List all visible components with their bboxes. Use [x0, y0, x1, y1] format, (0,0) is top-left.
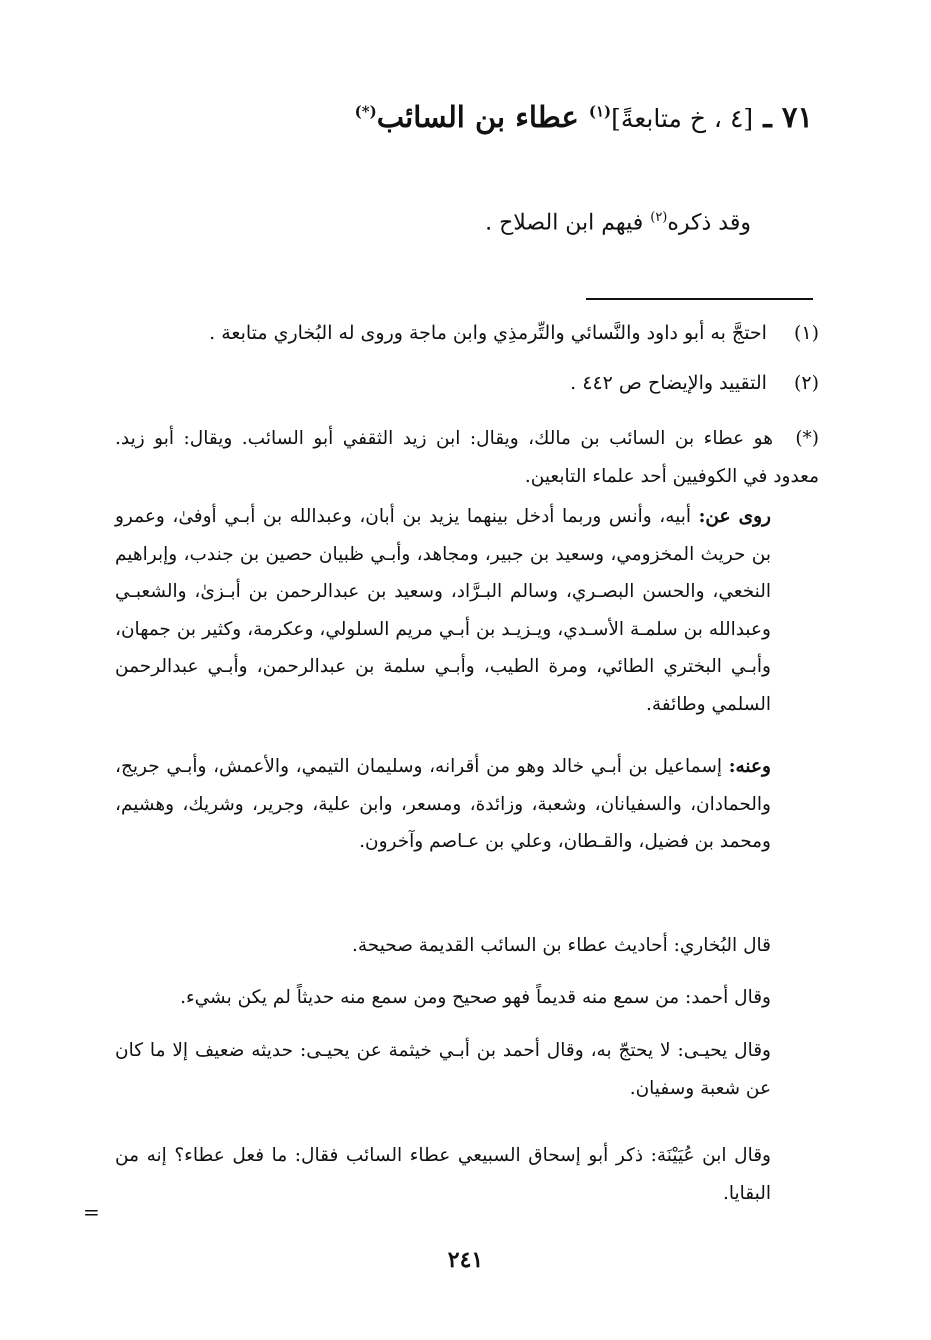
narrated-from-label: روى عن:: [698, 506, 771, 527]
page-number: ٢٤١: [447, 1247, 484, 1273]
codes-note-ref: (١): [588, 102, 612, 121]
intro-note-ref: (٢): [650, 210, 668, 225]
margin-mark: =: [83, 1200, 100, 1224]
footnote-number: (١): [793, 322, 819, 344]
footnote-1: [119, 322, 819, 344]
quote-ibn-uyaynah: وقال ابن عُيَيْنَة: ذكر أبو إسحاق السبيعي عطاء السائب فقال: ما فعل عطاء؟ إنه من البقايا.: [115, 1145, 771, 1204]
biography-intro-text: هو عطاء بن السائب بن مالك، ويقال: ابن زيد الثقفي أبو السائب. ويقال: أبو زيد. معدود في الكوفيين أحد علماء التابعين.: [115, 428, 819, 487]
intro-line: [151, 210, 751, 235]
entry-codes: [٤ ، خ متابعةً]: [611, 104, 754, 133]
footnote-text: احتجَّ به أبو داود والنَّسائي والتِّرمذِي وابن ماجة وروى له البُخاري متابعة .: [209, 322, 767, 344]
intro-text-after: فيهم ابن الصلاح .: [485, 210, 644, 236]
footnote-number: (٢): [793, 372, 819, 394]
entry-number: ٧١ ـ: [763, 100, 813, 134]
narrators-label: وعنه:: [728, 756, 771, 777]
biography-intro: [115, 420, 819, 495]
narrated-from-text: أبيه، وأنس وربما أدخل بينهما يزيد بن أبان، وعبدالله بن أبـي أوفىٰ، وعمرو بن حريث المخزومي، وسعيد بن جبير، ومجاهد، وأبـي ظبيان حصين بن جندب، وإبراهيم النخعي، والحسن البصـري، وسالم البـرَّاد، وسعيد بن عبدالرحمن بن أبـزىٰ، والشعبـي وعبدالله بن سلمـة الأسـدي، ويـزيـد بن أبـي مريم السلولي، وعكرمة، وكثير بن جمهان، وأبـي البختري الطائي، ومرة الطيب، وأبـي سلمة بن عبدالرحمن، وأبـي عبدالرحمن السلمي وطائفة.: [115, 506, 771, 715]
biography-note-marker: (*): [795, 428, 819, 449]
footnote-text: التقييد والإيضاح ص ٤٤٢ .: [570, 372, 767, 394]
name-note-ref: (*): [354, 102, 377, 121]
footnote-separator: [586, 298, 813, 300]
narrators-text: إسماعيل بن أبـي خالد وهو من أقرانه، وسليمان التيمي، والأعمش، وأبـي جريج، والحمادان، والسفيانان، وشعبة، وزائدة، ومسعر، وابن علية، وجرير، وشريك، وهشيم، ومحمد بن فضيل، والقـطان، وعلي بن عـاصم وآخرون.: [115, 756, 771, 852]
entry-title: [93, 100, 813, 134]
narrators-paragraph: [115, 748, 771, 861]
quote-yahya: وقال يحيـى: لا يحتجّ به، وقال أحمد بن أبـي خيثمة عن يحيـى: حديثه ضعيف إلا ما كان عن شعبة وسفيان.: [115, 1040, 771, 1099]
quote-ahmad: وقال أحمد: من سمع منه قديماً فهو صحيح ومن سمع منه حديثاً لم يكن بشيء.: [180, 987, 771, 1008]
footnote-2: [119, 372, 819, 394]
narrator-name: عطاء بن السائب: [376, 100, 579, 134]
narrated-from-paragraph: [115, 498, 771, 723]
intro-text-before: وقد ذكره: [667, 210, 751, 236]
quote-bukhari: قال البُخاري: أحاديث عطاء بن السائب القديمة صحيحة.: [351, 935, 771, 956]
